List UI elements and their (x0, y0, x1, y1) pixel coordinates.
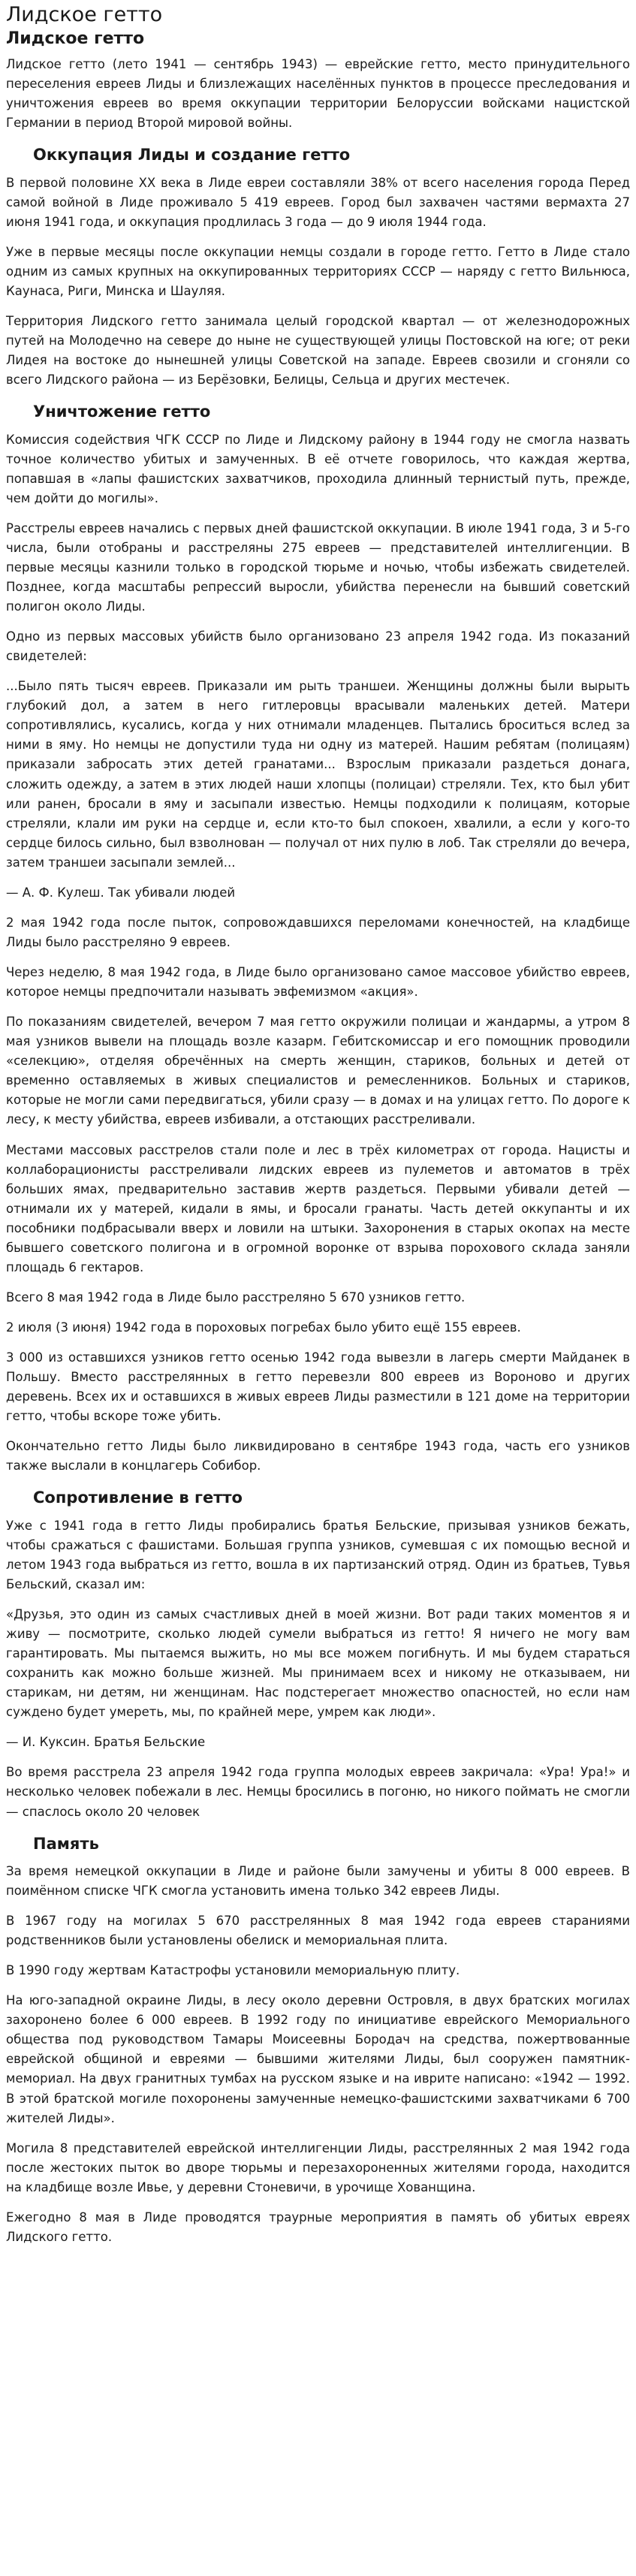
paragraph: В 1990 году жертвам Катастрофы установили мемориальную плиту. (6, 1963, 460, 1978)
paragraph: 3 000 из оставшихся узников гетто осенью 1942 года вывезли в лагерь смерти Майданек в Польшу. Вместо расстрелянных в гетто перевезли 800 евреев из Вороново и других деревень. Всех их и оставшихся в живых евреев Лиды разместили в 121 доме на территории гетто, чтобы вскоре тоже убить. (6, 1350, 630, 1424)
quote-paragraph: «Друзья, это один из самых счастливых дней в моей жизни. Вот ради таких моментов я и живу — посмотрите, сколько людей сумели выбраться из гетто! Я ничего не могу вам гарантировать. Мы пытаемся выжить, но мы все можем погибнуть. И мы будем стараться сохранить как можно больше жизней. Мы принимаем всех и никому не отказываем, ни старикам, ни детям, ни женщинам. Нас подстерегает множество опасностей, но если нам суждено будет умереть, мы, по крайней мере, умрем как люди». (6, 1606, 630, 1720)
quote-attribution: — А. Ф. Кулеш. Так убивали людей (6, 885, 236, 900)
section-heading-occupation: Оккупация Лиды и создание гетто (33, 146, 351, 164)
paragraph: Могила 8 представителей еврейской интеллигенции Лиды, расстрелянных 2 мая 1942 года после жестоких пыток во дворе тюрьмы и перезахороненных жителями города, находится на кладбище возле Ивье, у деревни Стоневичи, в урочище Хованщина. (6, 2140, 630, 2194)
paragraph: Во время расстрела 23 апреля 1942 года группа молодых евреев закричала: «Ура! Ура!» и несколько человек побежали в лес. Немцы бросились в погоню, но никого поймать не смогли — спаслось около 20 человек (6, 1765, 630, 1819)
paragraph: Местами массовых расстрелов стали поле и лес в трёх километрах от города. Нацисты и коллаборационисты расстреливали лидских евреев из пулеметов и автоматов в трёх больших ямах, предварительно заставив жертв раздеться. Первыми убивали детей — отнимали их у матерей, кидали в ямы, и бросали гранаты. Часть детей оккупанты и их пособники подбрасывали вверх и ловили на штыки. Захоронения в старых окопах на месте бывшего советского полигона и в огромной воронке от взрыва порохового склада заняли площадь 6 гектаров. (6, 1142, 630, 1274)
paragraph: 2 июля (3 июня) 1942 года в пороховых погребах было убито ещё 155 евреев. (6, 1320, 521, 1335)
paragraph: За время немецкой оккупации в Лиде и районе были замучены и убиты 8 000 евреев. В поимённом списке ЧГК смогла установить имена только 342 евреев Лиды. (6, 1863, 630, 1898)
paragraph: В 1967 году на могилах 5 670 расстрелянных 8 мая 1942 года евреев стараниями родственников были установлены обелиск и мемориальная плита. (6, 1914, 630, 1948)
quote-attribution: — И. Куксин. Братья Бельские (6, 1735, 206, 1750)
paragraph: Окончательно гетто Лиды было ликвидировано в сентябре 1943 года, часть его узников также выслали в концлагерь Собибор. (6, 1439, 630, 1474)
section-heading-destruction: Уничтожение гетто (33, 403, 211, 421)
paragraph: Через неделю, 8 мая 1942 года, в Лиде было организовано самое массовое убийство евреев, которое немцы предпочитали называть эвфемизмом «акция». (6, 965, 630, 1000)
paragraph: В первой половине XX века в Лиде евреи составляли 38% от всего населения города Перед самой войной в Лиде проживало 5 419 евреев. Город был захвачен частями вермахта 27 июня 1941 года, и оккупация продлилась 3 года — до 9 июля 1944 года. (6, 175, 630, 229)
paragraph: Ежегодно 8 мая в Лиде проводятся траурные мероприятия в память об убитых евреях Лидского гетто. (6, 2210, 630, 2244)
paragraph: Всего 8 мая 1942 года в Лиде было расстреляно 5 670 узников гетто. (6, 1290, 466, 1305)
paragraph: Территория Лидского гетто занимала целый городской квартал — от железнодорожных путей на Молодечно на севере до ныне не существующей улицы Постовской на юге; от реки Лидея на востоке до нынешней улицы Советской на западе. Евреев свозили и сгоняли со всего Лидского района — из Берёзовки, Белицы, Сельца и других местечек. (6, 313, 630, 388)
paragraph: Уже с 1941 года в гетто Лиды пробирались братья Бельские, призывая узников бежать, чтобы сражаться с фашистами. Большая группа узников, сумевшая с их помощью весной и летом 1943 года выбраться из гетто, вошла в их партизанский отряд. Один из братьев, Тувья Бельский, сказал им: (6, 1518, 630, 1591)
article-title: Лидское гетто (6, 29, 145, 49)
paragraph: Уже в первые месяцы после оккупации немцы создали в городе гетто. Гетто в Лиде стало одним из самых крупных на оккупированных территориях СССР — наряду с гетто Вильнюса, Каунаса, Риги, Минска и Шауляя. (6, 244, 630, 298)
quote-paragraph: ...Было пять тысяч евреев. Приказали им рыть траншеи. Женщины должны были вырыть глубокий дол, а затем в него гитлеровцы врасывали маленьких детей. Матери сопротивлялись, кусались, когда у них отнимали младенцев. Пытались броситься вслед за ними в яму. Но немцы не допустили туда ни одну из матерей. Нашим ребятам (полицаям) приказали забросать этих детей гранатами... Взрослым приказали раздеться донага, сложить одежду, а затем в этих людей наши хлопцы (полицаи) стреляли. Тех, кто был убит или ранен, бросали в яму и засыпали известью. Немцы подходили к полицаям, которые стреляли, клали им руки на сердце и, если кто-то был спокоен, хвалили, а если у кого-то сердце билось сильно, был взволнован — получал от них пулю в лоб. Так стреляли до вечера, затем траншеи засыпали землей... (6, 679, 630, 870)
paragraph: 2 мая 1942 года после пыток, сопровождавшихся переломами конечностей, на кладбище Лиды было расстреляно 9 евреев. (6, 915, 630, 949)
paragraph: Расстрелы евреев начались с первых дней фашистской оккупации. В июле 1941 года, 3 и 5-го числа, были отобраны и расстреляны 275 евреев — представителей интеллигенции. В первые месяцы казнили только в городской тюрьме и ночью, чтобы избежать свидетелей. Позднее, когда масштабы репрессий выросли, убийства перенесли на бывший советский полигон около Лиды. (6, 520, 630, 614)
paragraph: Комиссия содействия ЧГК СССР по Лиде и Лидскому району в 1944 году не смогла назвать точное количество убитых и замученных. В её отчете говорилось, что каждая жертва, попавшая в «лапы фашистских захватчиков, проходила длинный тернистый путь, прежде, чем дойти до могилы». (6, 432, 630, 505)
paragraph: На юго-западной окраине Лиды, в лесу около деревни Островля, в двух братских могилах захоронено более 6 000 евреев. В 1992 году по инициативе еврейского Мемориального общества под руководством Тамары Моисеевны Бородач на средства, пожертвованные еврейской общиной и евреями — бывшими жителями Лиды, был сооружен памятник-мемориал. На двух гранитных тумбах на русском языке и на иврите написано: «1942 — 1992. В этой братской могиле похоронены замученные немецко-фашистскими захватчиками 6 700 жителей Лиды». (6, 1993, 630, 2125)
page-title: Лидское гетто (6, 3, 163, 26)
paragraph: По показаниям свидетелей, вечером 7 мая гетто окружили полицаи и жандармы, а утром 8 мая узников вывели на площадь возле казарм. Гебитскомиссар и его помощник проводили «селекцию», отделяя обречённых на смерть женщин, стариков, больных и детей от временно оставляемых в живых специалистов и ремесленников. Больных и стариков, которые не могли сами передвигаться, убили сразу — в домах и на улицах гетто. По дороге к лесу, к месту убийства, евреев избивали, а отстающих расстреливали. (6, 1015, 630, 1127)
section-heading-resistance: Сопротивление в гетто (33, 1489, 243, 1507)
intro-paragraph: Лидское гетто (лето 1941 — сентябрь 1943) — еврейские гетто, место принудительного переселения евреев Лиды и близлежащих населённых пунктов в процессе преследования и уничтожения евреев во время оккупации территории Белоруссии войсками нацистской Германии в период Второй мировой войны. (6, 57, 630, 131)
section-heading-memory: Память (33, 1834, 99, 1853)
paragraph: Одно из первых массовых убийств было организовано 23 апреля 1942 года. Из показаний свидетелей: (6, 629, 630, 664)
